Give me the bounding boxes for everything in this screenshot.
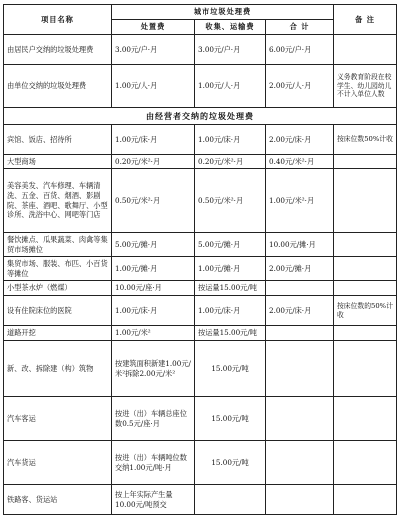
header-remarks: 备 注	[334, 5, 397, 35]
table-row	[4, 485, 397, 515]
row-note	[334, 485, 397, 515]
row-disposal: 1.00元/米²	[112, 326, 195, 341]
row-total: 2.00元/人·月	[266, 65, 334, 108]
row-disposal: 5.00元/摊·月	[112, 233, 195, 257]
row-disposal: 3.00元/户·月	[112, 35, 195, 65]
row-total	[266, 441, 334, 485]
row-total	[266, 326, 334, 341]
row-name: 铁路客、货运站	[4, 485, 112, 515]
table-row	[4, 326, 397, 341]
row-note	[334, 441, 397, 485]
row-name: 宾馆、饭店、招待所	[4, 125, 112, 155]
row-disposal: 0.20元/米²·月	[112, 155, 195, 169]
row-name: 大型商场	[4, 155, 112, 169]
row-collection	[195, 485, 266, 515]
row-collection: 5.00元/摊·月	[195, 233, 266, 257]
row-note	[334, 397, 397, 441]
row-total	[266, 341, 334, 397]
row-note	[334, 281, 397, 296]
row-note: 义务教育阶段在校学生、幼儿园幼儿不计入单位人数	[334, 65, 397, 108]
garbage-fee-table	[3, 4, 397, 515]
header-total: 合 计	[266, 20, 334, 35]
row-total: 2.00元/床·月	[266, 125, 334, 155]
row-name: 由单位交纳的垃圾处理费	[4, 65, 112, 108]
row-disposal: 1.00元/摊·月	[112, 257, 195, 281]
row-collection: 15.00元/吨	[195, 397, 266, 441]
table-row	[4, 441, 397, 485]
header-group: 城市垃圾处理费	[112, 5, 334, 20]
row-disposal: 10.00元/座·月	[112, 281, 195, 296]
row-collection: 1.00元/床·月	[195, 125, 266, 155]
row-disposal: 按上年实际产生量10.00元/吨预交	[112, 485, 195, 515]
table-row	[4, 65, 397, 108]
row-name: 集贸市场、服装、布匹、小百货等摊位	[4, 257, 112, 281]
row-name: 美容美发、汽车修理、车辆清洗、五金、百货、烟酒、影剧院、茶座、酒吧、歌舞厅、小型诊所、洗浴中心、网吧等门店	[4, 169, 112, 233]
row-name: 设有住院床位的医院	[4, 296, 112, 326]
row-disposal: 0.50元/米²·月	[112, 169, 195, 233]
row-name: 汽车客运	[4, 397, 112, 441]
header-disposal: 处置费	[112, 20, 195, 35]
row-note	[334, 35, 397, 65]
row-note: 按床位数的50%计收	[334, 296, 397, 326]
row-collection: 1.00元/床·月	[195, 296, 266, 326]
row-note	[334, 341, 397, 397]
row-note: 按床位数50%计收	[334, 125, 397, 155]
row-total: 2.00元/床·月	[266, 296, 334, 326]
header-item-name: 项目名称	[4, 5, 112, 35]
row-name: 由居民户交纳的垃圾处理费	[4, 35, 112, 65]
row-collection: 3.00元/户·月	[195, 35, 266, 65]
row-total: 10.00元/摊·月	[266, 233, 334, 257]
row-note	[334, 326, 397, 341]
table-row	[4, 341, 397, 397]
row-name: 餐饮摊点、瓜果蔬菜、肉禽等集贸市场摊位	[4, 233, 112, 257]
row-disposal: 按建筑面积新建1.00元/米²拆除2.00元/米²	[112, 341, 195, 397]
row-collection: 按运量15.00元/吨	[195, 326, 266, 341]
table-row	[4, 35, 397, 65]
row-note	[334, 169, 397, 233]
row-disposal: 1.00元/床·月	[112, 125, 195, 155]
row-disposal: 1.00元/人·月	[112, 65, 195, 108]
row-name: 道路开挖	[4, 326, 112, 341]
row-total: 2.00元/摊·月	[266, 257, 334, 281]
row-collection: 0.50元/米²·月	[195, 169, 266, 233]
row-total	[266, 397, 334, 441]
row-disposal: 按进（出）车辆吨位数交纳1.00元/吨·月	[112, 441, 195, 485]
table-row	[4, 397, 397, 441]
row-total: 6.00元/户·月	[266, 35, 334, 65]
row-disposal: 1.00元/床·月	[112, 296, 195, 326]
table-row	[4, 125, 397, 155]
row-total: 0.40元/米²·月	[266, 155, 334, 169]
table-row	[4, 155, 397, 169]
row-note	[334, 257, 397, 281]
row-name: 小型茶水炉（燃煤）	[4, 281, 112, 296]
row-name: 新、改、拆除建（构）筑物	[4, 341, 112, 397]
row-total: 1.00元/米²·月	[266, 169, 334, 233]
row-collection: 0.20元/米²·月	[195, 155, 266, 169]
table-row	[4, 233, 397, 257]
row-note	[334, 233, 397, 257]
table-row	[4, 257, 397, 281]
row-collection: 按运量15.00元/吨	[195, 281, 266, 296]
table-row	[4, 296, 397, 326]
row-collection: 15.00元/吨	[195, 341, 266, 397]
row-total	[266, 281, 334, 296]
table-row	[4, 281, 397, 296]
row-disposal: 按进（出）车辆总座位数0.5元/座·月	[112, 397, 195, 441]
section-title: 由经营者交纳的垃圾处理费	[4, 108, 397, 125]
row-collection: 1.00元/摊·月	[195, 257, 266, 281]
header-collection: 收集、运输费	[195, 20, 266, 35]
table-row	[4, 169, 397, 233]
row-collection: 1.00元/人·月	[195, 65, 266, 108]
row-note	[334, 155, 397, 169]
row-total	[266, 485, 334, 515]
row-name: 汽车货运	[4, 441, 112, 485]
row-collection: 15.00元/吨	[195, 441, 266, 485]
